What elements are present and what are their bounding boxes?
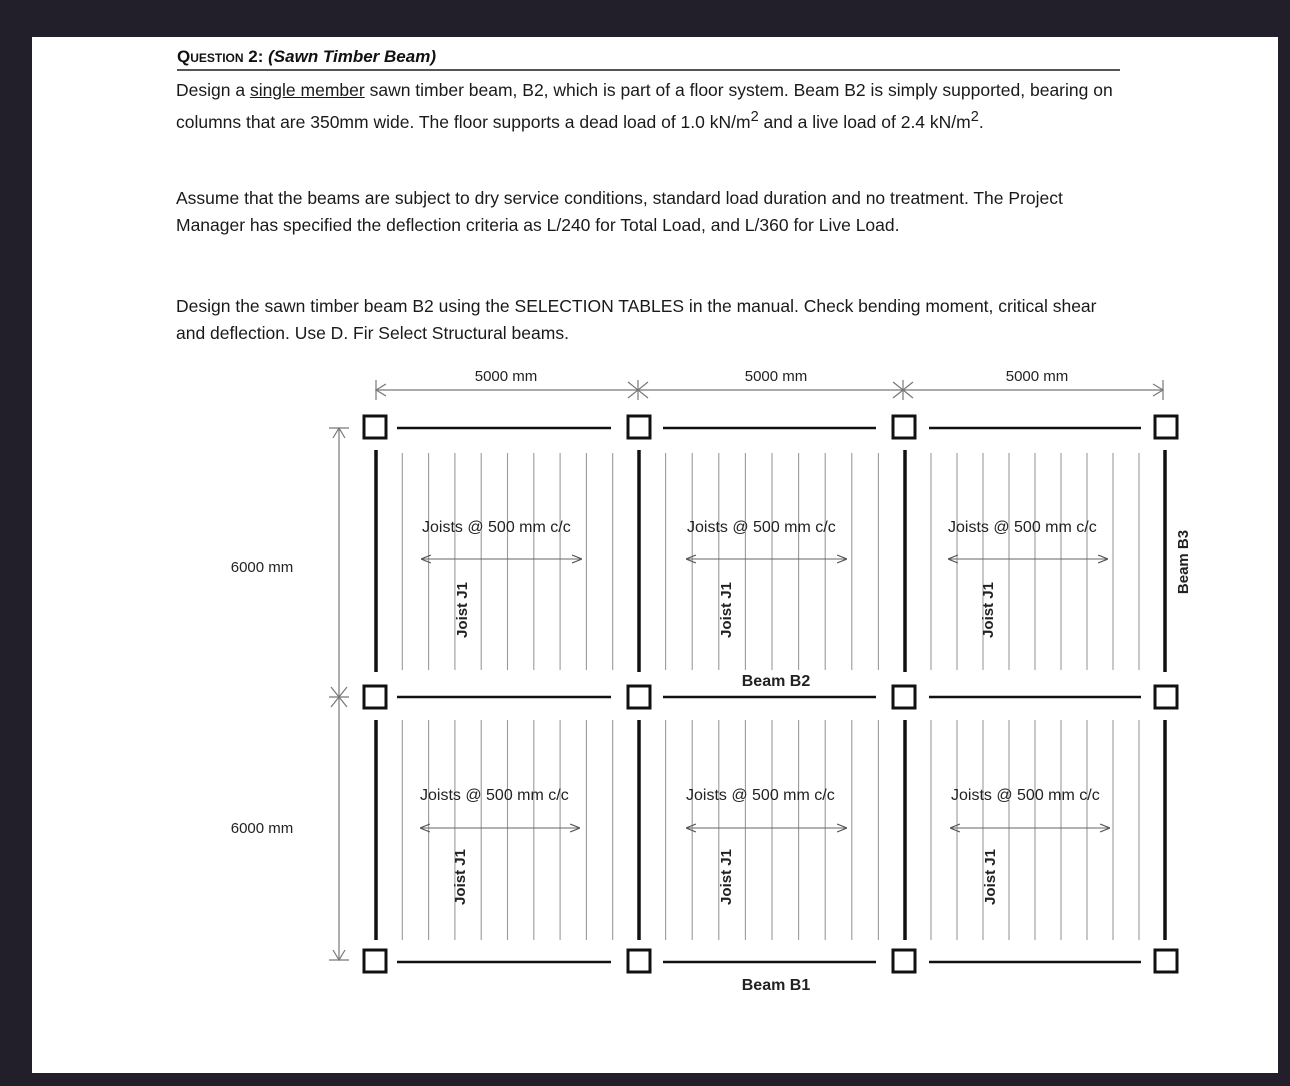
beam-b2-label: Beam B2 — [741, 673, 811, 690]
p1-superscript-1: 2 — [750, 109, 759, 125]
joist-spacing-label-1: Joists @ 500 mm c/c — [422, 519, 571, 536]
joist-label-6: Joist J1 — [982, 849, 999, 905]
p1-underlined-text: single member — [249, 80, 365, 100]
question-title: (Sawn Timber Beam) — [268, 47, 436, 66]
span-label-2: 5000 mm — [744, 368, 808, 385]
beam-b1-label: Beam B1 — [741, 977, 811, 994]
joist-label-1: Joist J1 — [454, 582, 471, 638]
height-label-1: 6000 mm — [230, 559, 294, 576]
joist-label-2: Joist J1 — [718, 582, 735, 638]
paragraph-instructions: Design the sawn timber beam B2 using the SELECTION TABLES in the manual. Check bending moment, critical shear and deflection. Use D. Fir Select Structural beams. — [176, 296, 1097, 343]
p1-superscript-2: 2 — [970, 109, 979, 125]
joist-spacing-label-2: Joists @ 500 mm c/c — [687, 519, 836, 536]
p1-text-d: . — [978, 111, 984, 132]
joist-label-5: Joist J1 — [718, 849, 735, 905]
joist-label-4: Joist J1 — [452, 849, 469, 905]
joist-label-3: Joist J1 — [980, 582, 997, 638]
span-label-1: 5000 mm — [474, 368, 538, 385]
height-dimension-line — [329, 428, 349, 960]
column-squares — [364, 416, 1177, 972]
joist-spacing-label-4: Joists @ 500 mm c/c — [420, 787, 569, 804]
joist-spacing-label-5: Joists @ 500 mm c/c — [686, 787, 835, 804]
beam-b3-label: Beam B3 — [1175, 529, 1192, 595]
height-label-2: 6000 mm — [230, 820, 294, 837]
p1-text-b: sawn timber beam, B2, which is part of a floor system. Beam B2 is simply supported, bearing on columns that are 350mm wide. The floor supports a dead load of 1.0 kN/m — [176, 80, 1113, 132]
span-label-3: 5000 mm — [1005, 368, 1069, 385]
paragraph-conditions: Assume that the beams are subject to dry service conditions, standard load duration and no treatment. The Project Manager has specified the deflection criteria as L/240 for Total Load, and L/360 for Live Load. — [176, 188, 1063, 235]
p1-text-c: and a live load of 2.4 kN/m — [758, 111, 971, 132]
joist-spacing-label-3: Joists @ 500 mm c/c — [948, 519, 1097, 536]
question-number: Question 2: — [177, 47, 264, 66]
beam-lines — [397, 428, 1141, 962]
p1-text-a: Design a — [176, 80, 250, 100]
joist-spacing-label-6: Joists @ 500 mm c/c — [951, 787, 1100, 804]
